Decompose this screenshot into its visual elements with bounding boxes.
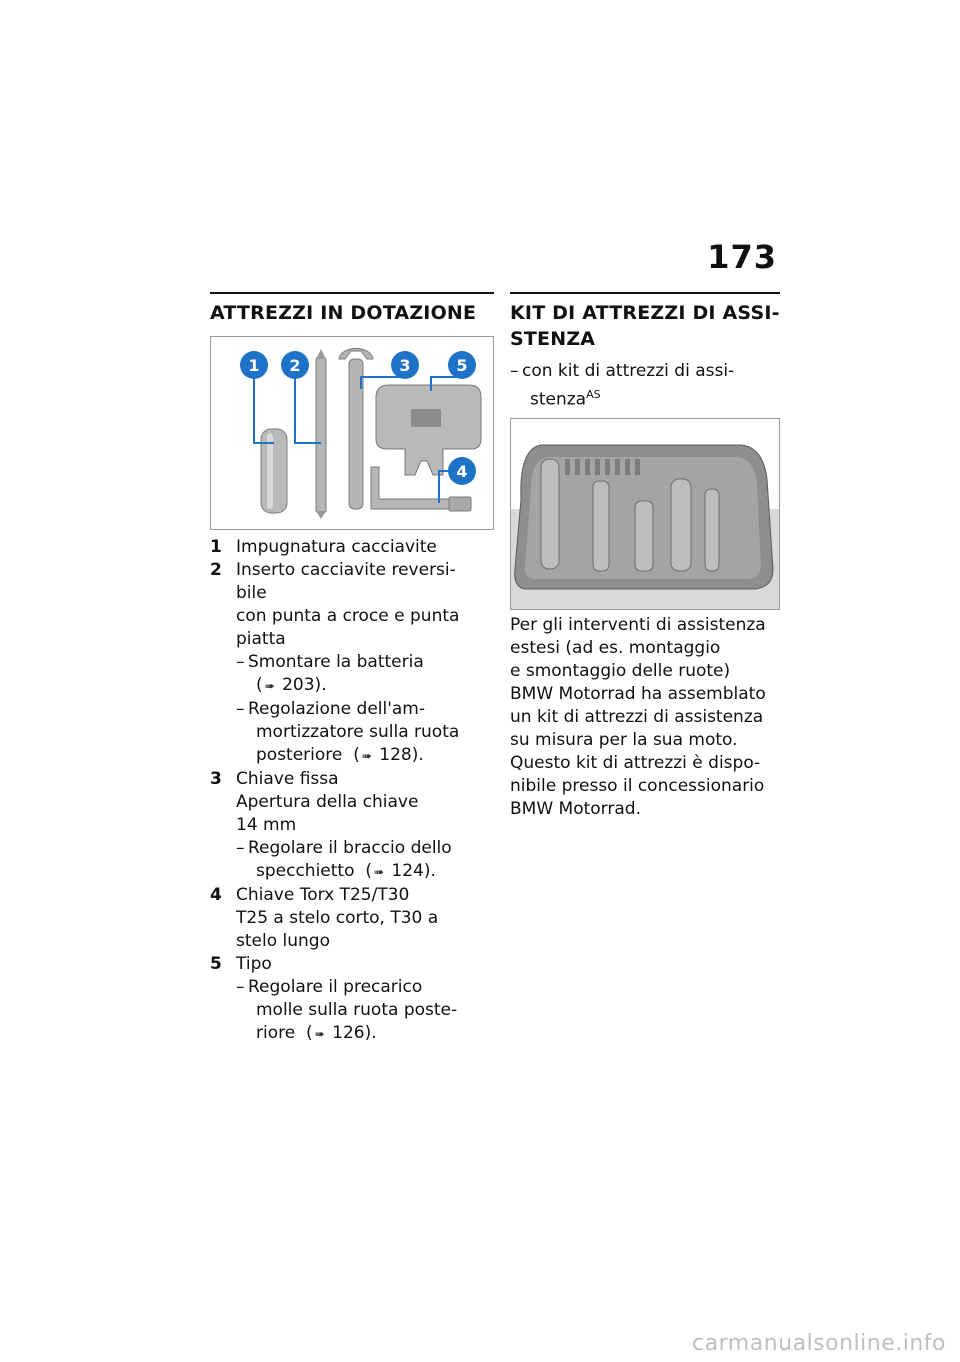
list-item: 4 Chiave Torx T25/T30 T25 a stelo corto, T30 a stelo lungo <box>210 885 439 951</box>
left-column <box>210 292 494 1046</box>
list-item: 3 Chiave fissa Apertura della chiave 14 mm – Regolare il braccio dello specchietto ( ➠ 124). <box>210 768 494 884</box>
page-ref-arrow-icon: ➠ <box>361 749 372 763</box>
page-reference[interactable]: posteriore ( ➠ 128). <box>248 744 494 768</box>
screwdriver-bit-icon <box>316 349 326 519</box>
list-item: 1 Impugnatura cacciavite <box>210 537 437 557</box>
tools-list <box>210 536 494 1046</box>
list-sub-item: – Smontare la batteria ( ➠ 203). <box>236 651 494 698</box>
page-ref-arrow-icon: ➠ <box>314 1027 325 1041</box>
page-ref-arrow-icon: ➠ <box>373 865 385 879</box>
screwdriver-handle-icon <box>261 429 287 513</box>
tools-illustration <box>211 337 493 529</box>
page-reference[interactable]: ( ➠ 203). <box>248 674 494 698</box>
list-sub-item: – Regolazione dell'am- mortizzatore sulla ruota posteriore ( ➠ 128). <box>236 698 494 768</box>
right-column <box>510 292 780 821</box>
section-rule <box>510 292 780 294</box>
kit-condition: – con kit di attrezzi di assi- stenza$^{AS}$ <box>510 361 735 410</box>
service-kit-paragraph: Per gli interventi di assistenza estesi (ad es. montaggio e smontaggio delle ruote) BMW Motorrad ha assemblato un kit di attrezzi di assistenza su misura per la sua moto. Questo kit di attrezzi è dispo- nibile presso il concessionario BMW Motorrad. <box>510 614 766 819</box>
list-item: 5 Tipo – Regolare il precarico molle sulla ruota poste- riore ( ➠ 126). <box>210 953 494 1046</box>
page-reference[interactable]: riore ( ➠ 126). <box>248 1022 494 1046</box>
list-item: 2 Inserto cacciavite reversi- bile con punta a croce e punta piatta – Smontare la batteria ( ➠ 203). – Regolazione dell'am- mortizzatore sulla ruota posteriore ( ➠ 128). <box>210 559 494 768</box>
page-ref-arrow-icon: ➠ <box>264 679 275 693</box>
list-sub-item: – Regolare il braccio dello specchietto ( ➠ 124). <box>236 837 494 884</box>
callout-1: 1 <box>248 356 260 375</box>
section-title-tools: ATTREZZI IN DOTAZIONE <box>210 302 477 324</box>
callout-5: 5 <box>456 356 468 375</box>
kit-handle-icon <box>541 459 559 569</box>
section-rule <box>210 292 494 294</box>
service-kit-figure <box>510 418 780 610</box>
list-sub-item: – Regolare il precarico molle sulla ruota poste- riore ( ➠ 126). <box>236 976 494 1046</box>
service-kit-illustration <box>511 419 779 609</box>
section-title-service-kit: KIT DI ATTREZZI DI ASSI- STENZA <box>510 302 780 350</box>
tools-figure <box>210 336 494 530</box>
page-reference[interactable]: specchietto ( ➠ 124). <box>248 860 494 884</box>
page-number: 173 <box>707 238 777 276</box>
option-badge: AS <box>586 388 601 401</box>
callout-4: 4 <box>456 462 468 481</box>
watermark: carmanualsonline.info <box>692 1331 946 1356</box>
callout-3: 3 <box>399 356 411 375</box>
callout-2: 2 <box>289 356 301 375</box>
